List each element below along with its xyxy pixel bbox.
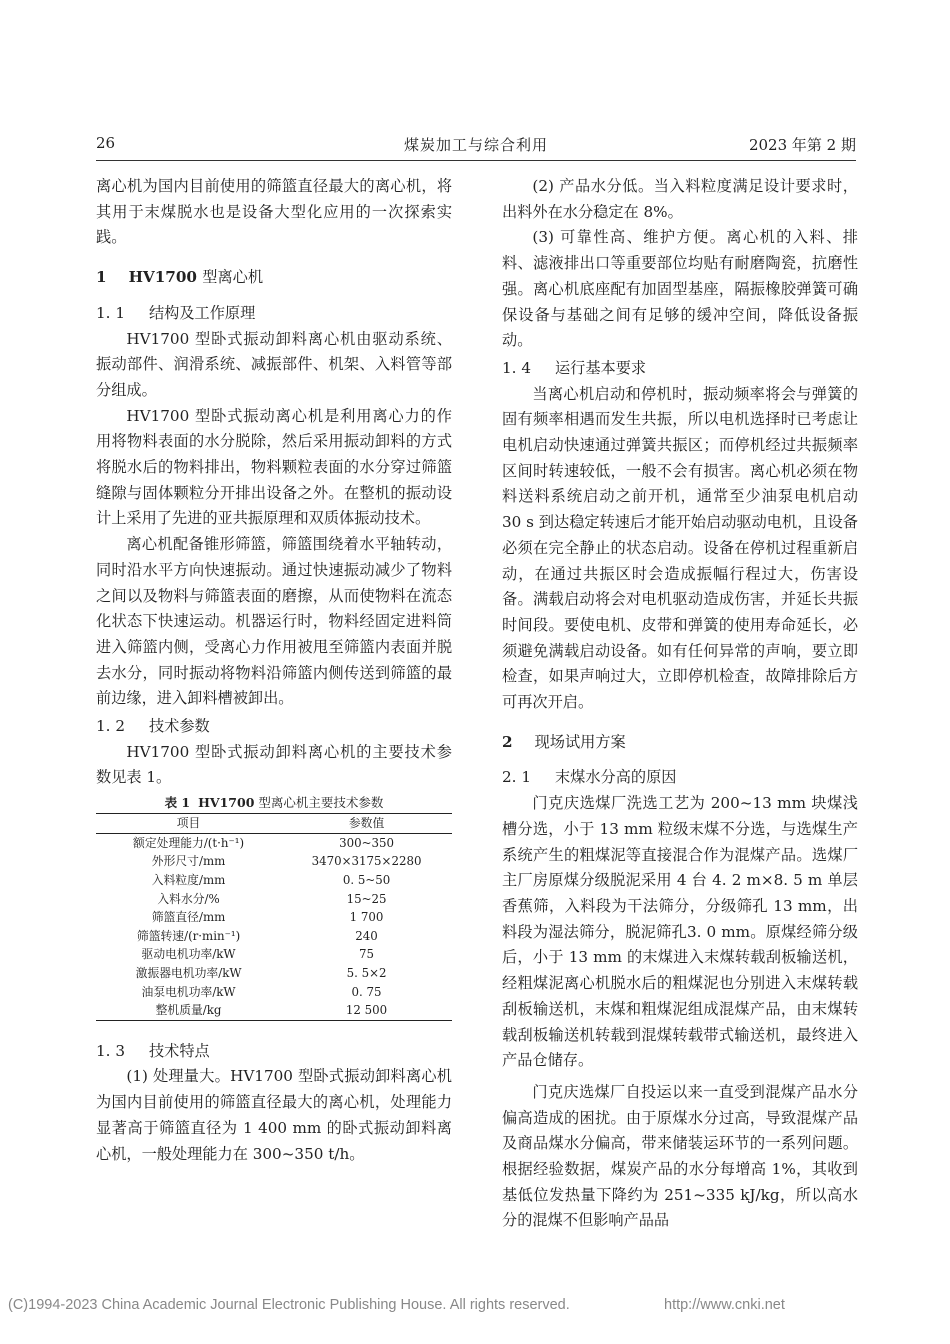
table-cell: 15~25	[346, 891, 387, 906]
section-2-1-heading	[502, 765, 858, 791]
table-row	[96, 983, 452, 1002]
paragraph: HV1700 型卧式振动卸料离心机由驱动系统、振动部件、润滑系统、减振部件、机架、入料管等部分组成。	[96, 329, 452, 399]
table-title: 型离心机主要技术参数	[258, 795, 384, 811]
table-cell: 5. 5×2	[346, 965, 387, 980]
table-cell: 12 500	[345, 1003, 388, 1018]
table-cell: 筛篮转速/(r·min⁻¹)	[136, 928, 241, 943]
table-row	[96, 945, 452, 964]
section-title: 结构及工作原理	[148, 303, 256, 322]
section-1-2-heading	[96, 714, 452, 740]
table-cell: 1 700	[349, 910, 384, 925]
section-number: 1. 1	[96, 303, 125, 322]
section-title: 末煤水分高的原因	[554, 768, 677, 787]
paragraph: 门克庆选煤厂洗选工艺为 200~13 mm 块煤浅槽分选，小于 13 mm 粒级末煤不分选，与选煤生产系统产生的粗煤泥等直接混合作为混煤产品。选煤厂主厂房原煤分级脱泥采用 4 台 4. 2 m×8. 5 m 单层香蕉筛，入料段为干法筛分，分级筛孔 13 mm，出料段为湿法筛分，脱泥筛孔3. 0 mm。原煤经筛分级后，小于 13 mm 的末煤进入末煤转载刮板输送机，经粗煤泥离心机脱水后的粗煤泥也分别进入末煤转载刮板输送机，末煤和粗煤泥组成混煤产品，由末煤转载刮板输送机转载到混煤转载带式输送机，最终进入产品仓储存。	[502, 794, 858, 1070]
section-title: 技术参数	[148, 717, 210, 736]
table-cell: 外形尺寸/mm	[151, 854, 226, 869]
section-2-heading	[502, 730, 858, 756]
intro-paragraph: 离心机为国内目前使用的筛篮直径最大的离心机，将其用于末煤脱水也是设备大型化应用的一次探索实践。	[96, 177, 452, 247]
table-cell: 筛篮直径/mm	[151, 910, 226, 925]
section-title: 现场试用方案	[534, 732, 626, 751]
page-header	[96, 134, 856, 160]
left-column	[96, 174, 452, 1167]
table-cell: 入料粒度/mm	[151, 872, 226, 887]
table-cell: 入料水分/%	[157, 891, 220, 906]
column-header: 参数值	[348, 816, 385, 831]
table-row	[96, 871, 452, 890]
paragraph: (2) 产品水分低。当入料粒度满足设计要求时，出料外在水分稳定在 8%。	[502, 177, 858, 221]
copyright-text: (C)1994-2023 China Academic Journal Electronic Publishing House. All rights reserved.	[8, 1297, 570, 1313]
paragraph: HV1700 型卧式振动卸料离心机的主要技术参数见表 1。	[96, 742, 452, 787]
right-column	[502, 174, 858, 1234]
table-cell: 240	[355, 928, 378, 943]
table-row	[96, 852, 452, 871]
section-number: 2. 1	[502, 768, 531, 787]
table-cell: 额定处理能力/(t·h⁻¹)	[133, 835, 245, 850]
table-cell: 驱动电机功率/kW	[141, 947, 236, 962]
parameters-table	[96, 813, 452, 1021]
table-cell: 75	[359, 947, 375, 962]
section-number: 1. 4	[502, 358, 531, 377]
paragraph: (3) 可靠性高、维护方便。离心机的入料、排料、滤液排出口等重要部位均贴有耐磨陶瓷，抗磨性强。离心机底座配有加固型基座，隔振橡胶弹簧可确保设备与基础之间有足够的缓冲空间，降低设备振动。	[502, 228, 858, 350]
page-number: 26	[96, 134, 116, 152]
table-row	[96, 927, 452, 946]
table-row	[96, 890, 452, 909]
table-caption	[96, 793, 452, 813]
table-cell: 300~350	[339, 835, 395, 850]
table-row	[96, 833, 452, 852]
header-rule	[96, 160, 856, 161]
table-cell: 0. 5~50	[342, 872, 391, 887]
table-cell: 3470×3175×2280	[311, 854, 422, 869]
table-label: 表 1	[164, 795, 191, 811]
section-title: 运行基本要求	[554, 358, 647, 377]
paragraph: 门克庆选煤厂自投运以来一直受到混煤产品水分偏高造成的困扰。由于原煤水分过高，导致混煤产品及商品煤水分偏高，带来储装运环节的一系列问题。根据经验数据，煤炭产品的水分每增高 1%，其收到基低位发热量下降约为 251~335 kJ/kg，所以高水分的混煤不但影响产品品	[502, 1082, 858, 1230]
section-1-4-heading	[502, 356, 858, 382]
section-number: 1. 2	[96, 717, 125, 736]
section-title-bold: HV1700	[128, 268, 197, 287]
section-number: 1. 3	[96, 1041, 125, 1060]
table-header-row	[96, 814, 452, 834]
column-header: 项目	[176, 816, 201, 831]
table-row	[96, 1001, 452, 1020]
paragraph: 当离心机启动和停机时，振动频率将会与弹簧的固有频率相遇而发生共振，所以电机选择时已考虑让电机启动快速通过弹簧共振区；而停机经过共振频率区间时转速较低，一般不会有损害。离心机必须在物料送料系统启动之前开机，通常至少油泵电机启动 30 s 到达稳定转速后才能开始启动驱动电机，且设备必须在完全静止的状态启动。设备在停机过程重新启动，在通过共振区时会造成振幅行程过大，伤害设备。满载启动将会对电机驱动造成伤害，并延长共振时间段。要使电机、皮带和弹簧的使用寿命延长，必须避免满载启动设备。如有任何异常的声响，要立即检查，如果声响过大，立即停机检查，故障排除后方可再次开启。	[502, 384, 858, 712]
journal-title: 煤炭加工与综合利用	[403, 136, 548, 154]
table-cell: 0. 75	[351, 984, 382, 999]
section-number: 2	[502, 732, 513, 751]
table-model: HV1700	[198, 795, 255, 811]
table-cell: 整机质量/kg	[155, 1003, 222, 1018]
table-cell: 激振器电机功率/kW	[135, 965, 242, 980]
table-row	[96, 908, 452, 927]
issue-label: 2023 年第 2 期	[748, 136, 856, 154]
section-1-heading	[96, 265, 452, 291]
table-cell: 油泵电机功率/kW	[141, 984, 236, 999]
section-title: 型离心机	[202, 268, 264, 287]
section-title: 技术特点	[148, 1041, 210, 1060]
paragraph: HV1700 型卧式振动离心机是利用离心力的作用将物料表面的水分脱除，然后采用振动卸料的方式将脱水后的物料排出，物料颗粒表面的水分穿过筛篮缝隙与固体颗粒分开排出设备之外。在整机的振动设计上采用了先进的亚共振原理和双质体振动技术。	[96, 406, 452, 528]
section-1-3-heading	[96, 1039, 452, 1065]
paragraph: 离心机配备锥形筛篮，筛篮围绕着水平轴转动，同时沿水平方向快速振动。通过快速振动减少了物料之间以及物料与筛篮表面的磨擦，从而使物料在流态化状态下快速运动。机器运行时，物料经固定进料筒进入筛篮内侧，受离心力作用被甩至筛篮内表面并脱去水分，同时振动将物料沿筛篮内侧传送到筛篮的最前边缘，进入卸料槽被卸出。	[96, 535, 452, 708]
table-row	[96, 964, 452, 983]
website-link: http://www.cnki.net	[664, 1297, 785, 1313]
paragraph: (1) 处理量大。HV1700 型卧式振动卸料离心机为国内目前使用的筛篮直径最大的离心机，处理能力显著高于筛篮直径为 1 400 mm 的卧式振动卸料离心机，一般处理能力在 300~350 t/h。	[96, 1067, 452, 1163]
section-1-1-heading	[96, 301, 452, 327]
section-number: 1	[96, 268, 107, 287]
